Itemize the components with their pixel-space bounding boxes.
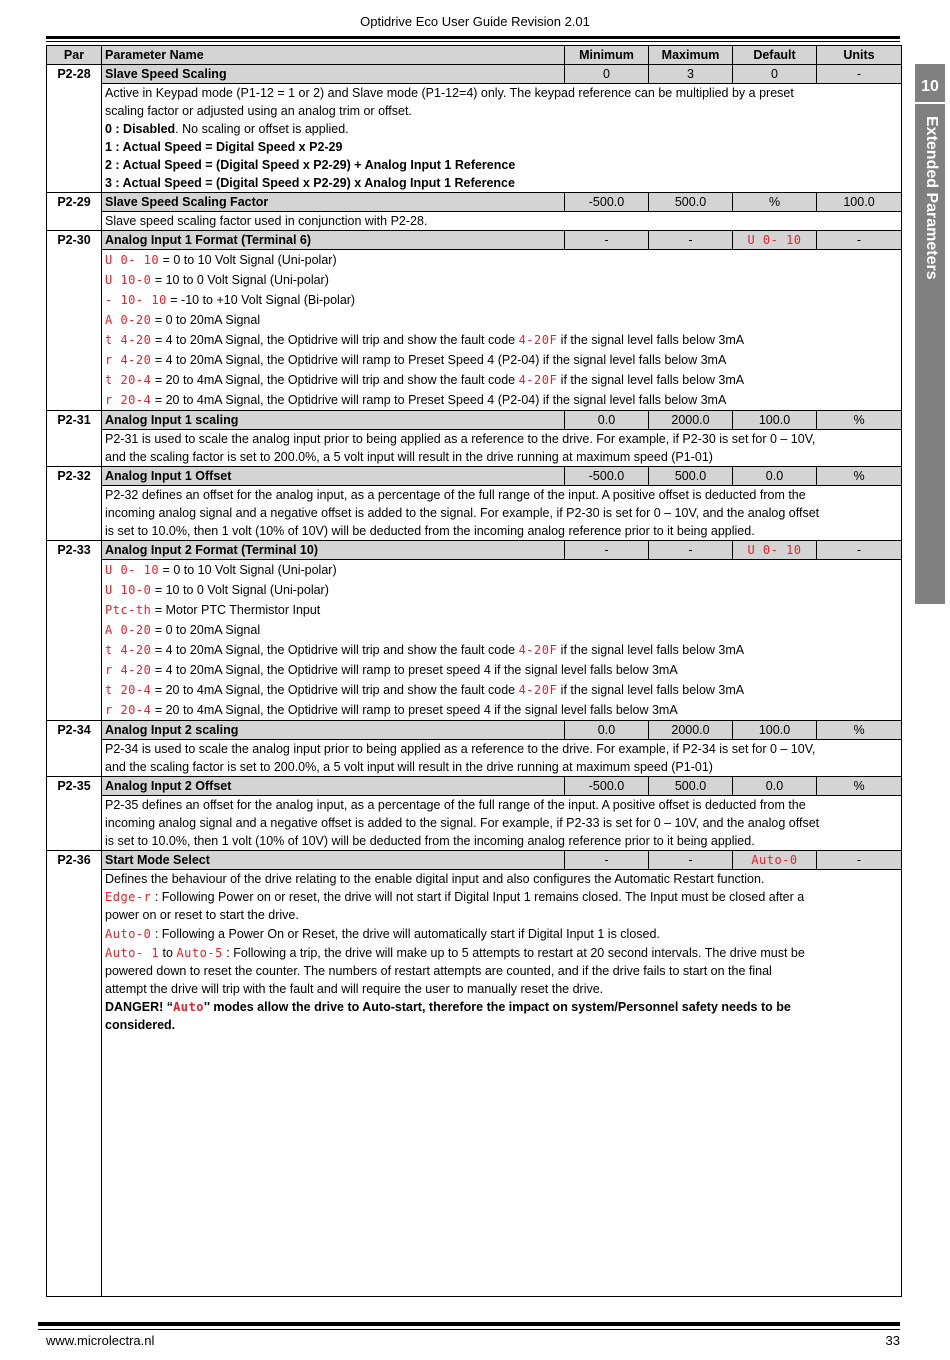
col-maximum: Maximum (649, 46, 733, 65)
option-text: = 0 to 10 Volt Signal (Uni-polar) (159, 253, 337, 267)
display-code: A 0-20 (105, 623, 152, 637)
param-desc-row-p2-35 (47, 796, 902, 851)
param-desc-row-p2-29 (47, 212, 902, 231)
param-units: - (817, 541, 902, 560)
desc-line: P2-34 is used to scale the analog input prior to being applied as a reference to the drive. For example, if P2-34 is set for 0 – 10V, (105, 742, 816, 756)
col-minimum: Minimum (565, 46, 649, 65)
param-description (102, 870, 902, 1035)
fault-code: 4-20F (518, 333, 558, 347)
param-name: Analog Input 2 Offset (102, 777, 565, 796)
fault-code: 4-20F (518, 643, 558, 657)
col-units: Units (817, 46, 902, 65)
display-code: t 4-20 (105, 333, 152, 347)
option-text: = 4 to 20mA Signal, the Optidrive will trip and show the fault code (151, 643, 519, 657)
desc-line: is set to 10.0%, then 1 volt (10% of 10V) will be deducted from the incoming analog reference prior to it being applied. (105, 834, 755, 848)
display-code: A 0-20 (105, 313, 152, 327)
param-default (733, 851, 817, 870)
footer-rule-thin (38, 1329, 900, 1330)
param-row-p2-36 (47, 851, 902, 870)
option-line (105, 350, 898, 370)
desc-line: Defines the behaviour of the drive relating to the enable digital input and also configures the Automatic Restart function. (105, 872, 765, 886)
param-row-p2-30 (47, 231, 902, 250)
danger-warning-cont: considered. (105, 1018, 176, 1032)
param-code: P2-34 (47, 721, 102, 777)
param-desc-row-p2-32 (47, 486, 902, 541)
param-units: % (817, 411, 902, 430)
param-code: P2-29 (47, 193, 102, 231)
option-line (105, 290, 898, 310)
option-text: = 10 to 0 Volt Signal (Uni-polar) (151, 583, 329, 597)
display-code: t 20-4 (105, 373, 152, 387)
option-line (105, 660, 898, 680)
param-units: 100.0 (817, 193, 902, 212)
danger-text: '' modes allow the drive to Auto-start, therefore the impact on system/Personnel safety needs to be (203, 1000, 791, 1014)
option-line (105, 250, 898, 270)
chapter-side-tab (915, 64, 945, 604)
param-units: - (817, 65, 902, 84)
param-row-p2-31 (47, 411, 902, 430)
param-row-p2-29 (47, 193, 902, 212)
option-text: = 4 to 20mA Signal, the Optidrive will ramp to preset speed 4 if the signal level falls below 3mA (151, 663, 678, 677)
option-line (105, 270, 898, 290)
param-default: 0.0 (733, 777, 817, 796)
param-max: 3 (649, 65, 733, 84)
col-default: Default (733, 46, 817, 65)
param-desc-row-p2-34 (47, 740, 902, 777)
param-min: -500.0 (565, 777, 649, 796)
display-code: r 4-20 (105, 663, 152, 677)
param-min: - (565, 541, 649, 560)
param-min: -500.0 (565, 467, 649, 486)
document-header: Optidrive Eco User Guide Revision 2.01 (360, 14, 590, 29)
display-code: U 10-0 (105, 583, 152, 597)
param-description (102, 560, 902, 721)
option-line: 1 : Actual Speed = Digital Speed x P2-29 (105, 140, 343, 154)
param-description (102, 486, 902, 541)
option-line: 3 : Actual Speed = (Digital Speed x P2-29) x Analog Input 1 Reference (105, 176, 515, 190)
option-line (105, 600, 898, 620)
param-code: P2-33 (47, 541, 102, 721)
param-default (733, 541, 817, 560)
blank-space (102, 1034, 902, 1297)
display-code: Auto-0 (751, 853, 798, 867)
option-text: if the signal level falls below 3mA (557, 683, 745, 697)
desc-line: and the scaling factor is set to 200.0%, a 5 volt input will result in the drive running at maximum speed (P1-01) (105, 760, 713, 774)
display-code: t 4-20 (105, 643, 152, 657)
param-desc-row-p2-33 (47, 560, 902, 721)
param-name: Slave Speed Scaling (102, 65, 565, 84)
display-code: U 0- 10 (105, 563, 160, 577)
desc-line: and the scaling factor is set to 200.0%, a 5 volt input will result in the drive running at maximum speed (P1-01) (105, 450, 713, 464)
param-default: 100.0 (733, 411, 817, 430)
option-line (105, 680, 898, 700)
option-text: = 0 to 10 Volt Signal (Uni-polar) (159, 563, 337, 577)
param-min: - (565, 231, 649, 250)
param-max: - (649, 541, 733, 560)
param-name: Slave Speed Scaling Factor (102, 193, 565, 212)
param-row-p2-34 (47, 721, 902, 740)
param-max: 500.0 (649, 467, 733, 486)
param-default: 0.0 (733, 467, 817, 486)
option-line: 2 : Actual Speed = (Digital Speed x P2-29) + Analog Input 1 Reference (105, 158, 516, 172)
param-min: 0.0 (565, 721, 649, 740)
param-units: - (817, 851, 902, 870)
desc-line: P2-31 is used to scale the analog input prior to being applied as a reference to the drive. For example, if P2-30 is set for 0 – 10V, (105, 432, 816, 446)
display-code: U 10-0 (105, 273, 152, 287)
display-code: Auto-5 (176, 946, 223, 960)
option-line (105, 390, 898, 410)
param-desc-row-p2-28 (47, 84, 902, 193)
table-header-row (47, 46, 902, 65)
param-min: 0.0 (565, 411, 649, 430)
desc-line: is set to 10.0%, then 1 volt (10% of 10V) will be deducted from the incoming analog reference prior to it being applied. (105, 524, 755, 538)
danger-text: DANGER! “ (105, 1000, 174, 1014)
param-code: P2-35 (47, 777, 102, 851)
danger-warning (105, 998, 898, 1016)
option-text: = 20 to 4mA Signal, the Optidrive will ramp to preset speed 4 if the signal level falls below 3mA (151, 703, 678, 717)
param-description (102, 250, 902, 411)
desc-line: incoming analog signal and a negative offset is added to the signal. For example, if P2-30 is set for 0 – 10V, and the analog offset (105, 506, 820, 520)
desc-line: P2-32 defines an offset for the analog input, as a percentage of the full range of the input. A positive offset is deducted from the (105, 488, 806, 502)
option-line (105, 620, 898, 640)
option-text: = Motor PTC Thermistor Input (151, 603, 321, 617)
param-max: 500.0 (649, 777, 733, 796)
param-name: Analog Input 1 Offset (102, 467, 565, 486)
footer-rule (38, 1322, 900, 1326)
option-text: to (159, 946, 177, 960)
param-description (102, 212, 902, 231)
option-line (105, 640, 898, 660)
blank-space-row (47, 1034, 902, 1297)
param-max: 500.0 (649, 193, 733, 212)
option-line (105, 888, 898, 906)
header-rule-thin (46, 41, 900, 42)
option-line (105, 370, 898, 390)
option-text: : Following a Power On or Reset, the drive will automatically start if Digital Input 1 is closed. (151, 927, 660, 941)
option-text: if the signal level falls below 3mA (557, 643, 745, 657)
display-code: - 10- 10 (105, 293, 167, 307)
option-text: : Following Power on or reset, the drive will not start if Digital Input 1 remains closed. The Input must be closed after a (151, 890, 805, 904)
option-label: 0 : Disabled (105, 122, 176, 136)
desc-line: Active in Keypad mode (P1-12 = 1 or 2) and Slave mode (P1-12=4) only. The keypad reference can be multiplied by a preset (105, 86, 794, 100)
display-code: Auto-0 (105, 927, 152, 941)
param-default: 100.0 (733, 721, 817, 740)
desc-line: Slave speed scaling factor used in conjunction with P2-28. (105, 214, 428, 228)
param-row-p2-32 (47, 467, 902, 486)
option-line (105, 560, 898, 580)
option-line (105, 700, 898, 720)
display-code: Edge-r (105, 890, 152, 904)
param-min: - (565, 851, 649, 870)
display-code: t 20-4 (105, 683, 152, 697)
param-description (102, 796, 902, 851)
chapter-label: Extended Parameters (923, 116, 940, 280)
param-description (102, 84, 902, 193)
display-code: Auto- 1 (105, 946, 160, 960)
option-line (105, 120, 898, 138)
param-row-p2-35 (47, 777, 902, 796)
param-units: % (817, 721, 902, 740)
param-code: P2-30 (47, 231, 102, 411)
option-line (105, 944, 898, 962)
desc-line: power on or reset to start the drive. (105, 908, 299, 922)
desc-line: P2-35 defines an offset for the analog input, as a percentage of the full range of the input. A positive offset is deducted from the (105, 798, 806, 812)
param-name: Analog Input 1 scaling (102, 411, 565, 430)
param-code: P2-32 (47, 467, 102, 541)
display-code: U 0- 10 (747, 233, 802, 247)
desc-line: powered down to reset the counter. The numbers of restart attempts are counted, and if the drive fails to start on the final (105, 964, 772, 978)
param-max: 2000.0 (649, 411, 733, 430)
option-text: = 4 to 20mA Signal, the Optidrive will ramp to Preset Speed 4 (P2-04) if the signal level falls below 3mA (151, 353, 727, 367)
param-default (733, 231, 817, 250)
desc-line: attempt the drive will trip with the fault and will require the user to manually reset the drive. (105, 982, 604, 996)
param-default: 0 (733, 65, 817, 84)
param-desc-row-p2-31 (47, 430, 902, 467)
option-text: : Following a trip, the drive will make up to 5 attempts to restart at 20 second intervals. The drive must be (222, 946, 805, 960)
param-desc-row-p2-36 (47, 870, 902, 1035)
page-number: 33 (885, 1333, 900, 1348)
param-description (102, 430, 902, 467)
col-par: Par (47, 46, 102, 65)
option-text: = 4 to 20mA Signal, the Optidrive will trip and show the fault code (151, 333, 519, 347)
option-line (105, 924, 898, 944)
param-min: -500.0 (565, 193, 649, 212)
param-name: Analog Input 1 Format (Terminal 6) (102, 231, 565, 250)
param-code: P2-36 (47, 851, 102, 1297)
footer-website: www.microlectra.nl (46, 1333, 155, 1348)
param-desc-row-p2-30 (47, 250, 902, 411)
option-text: if the signal level falls below 3mA (557, 333, 745, 347)
param-default: % (733, 193, 817, 212)
param-code: P2-28 (47, 65, 102, 193)
display-code: r 20-4 (105, 393, 152, 407)
param-code: P2-31 (47, 411, 102, 467)
param-max: 2000.0 (649, 721, 733, 740)
option-text: = 0 to 20mA Signal (151, 313, 261, 327)
option-text: = -10 to +10 Volt Signal (Bi-polar) (166, 293, 356, 307)
option-line (105, 330, 898, 350)
display-code: Auto (173, 1000, 204, 1014)
param-max: - (649, 851, 733, 870)
param-min: 0 (565, 65, 649, 84)
option-line (105, 580, 898, 600)
param-units: - (817, 231, 902, 250)
option-text: = 0 to 20mA Signal (151, 623, 261, 637)
option-text: = 20 to 4mA Signal, the Optidrive will ramp to Preset Speed 4 (P2-04) if the signal level falls below 3mA (151, 393, 727, 407)
display-code: U 0- 10 (747, 543, 802, 557)
option-text: if the signal level falls below 3mA (557, 373, 745, 387)
param-row-p2-33 (47, 541, 902, 560)
param-row-p2-28 (47, 65, 902, 84)
option-line (105, 310, 898, 330)
display-code: U 0- 10 (105, 253, 160, 267)
display-code: r 4-20 (105, 353, 152, 367)
desc-line: incoming analog signal and a negative offset is added to the signal. For example, if P2-33 is set for 0 – 10V, and the analog offset (105, 816, 820, 830)
fault-code: 4-20F (518, 373, 558, 387)
col-parameter-name: Parameter Name (102, 46, 565, 65)
param-units: % (817, 777, 902, 796)
param-name: Analog Input 2 scaling (102, 721, 565, 740)
parameter-table (46, 45, 902, 1297)
display-code: Ptc-th (105, 603, 152, 617)
desc-line: scaling factor or adjusted using an analog trim or offset. (105, 104, 412, 118)
option-text: = 20 to 4mA Signal, the Optidrive will trip and show the fault code (151, 373, 519, 387)
option-text: = 20 to 4mA Signal, the Optidrive will trip and show the fault code (151, 683, 519, 697)
option-text: = 10 to 0 Volt Signal (Uni-polar) (151, 273, 329, 287)
param-max: - (649, 231, 733, 250)
option-text: . No scaling or offset is applied. (175, 122, 349, 136)
param-description (102, 740, 902, 777)
chapter-number: 10 (915, 72, 945, 104)
param-units: % (817, 467, 902, 486)
param-name: Analog Input 2 Format (Terminal 10) (102, 541, 565, 560)
param-name: Start Mode Select (102, 851, 565, 870)
fault-code: 4-20F (518, 683, 558, 697)
display-code: r 20-4 (105, 703, 152, 717)
header-rule (46, 36, 900, 39)
